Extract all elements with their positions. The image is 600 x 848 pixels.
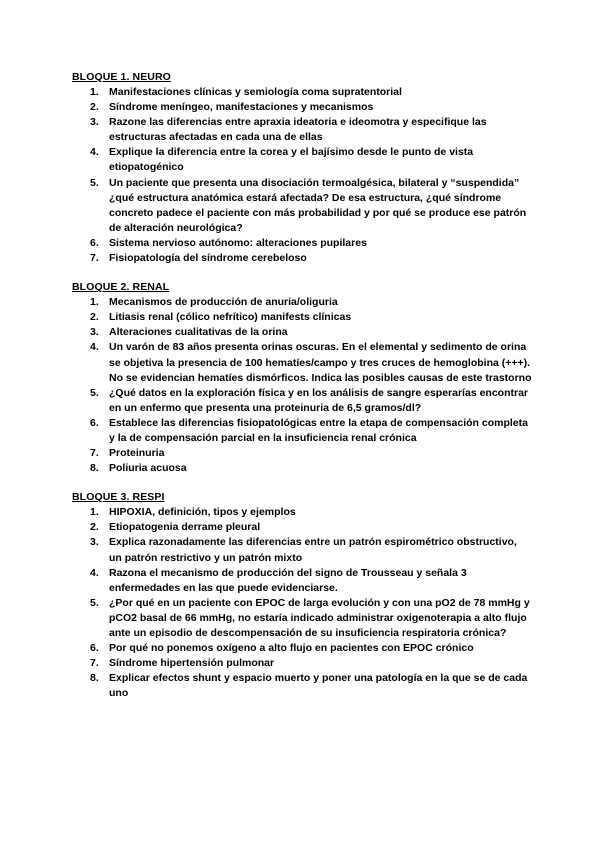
- item-number: 4.: [90, 566, 99, 579]
- item-number: 5.: [90, 386, 99, 399]
- list-item: [72, 535, 532, 565]
- section-title: BLOQUE 2. RENAL: [72, 281, 170, 294]
- item-number: 5.: [90, 176, 99, 189]
- list-item: [72, 145, 532, 175]
- item-text: Síndrome hipertensión pulmonar: [109, 657, 275, 670]
- item-number: 3.: [90, 116, 99, 129]
- list-item: [72, 641, 532, 656]
- item-number: 4.: [90, 146, 99, 159]
- item-text: ¿Por qué en un paciente con EPOC de larga evolución y con una pO2 de 78 mmHg y pCO2 basal de 66 mmHg, no estaría indicado administrar oxigenoterapia a alto flujo ante un episodio de descompensación de su insuficiencia respiratoria crónica?: [109, 596, 530, 639]
- item-number: 5.: [90, 596, 99, 609]
- item-number: 3.: [90, 326, 99, 339]
- list-item: [72, 325, 532, 340]
- item-number: 1.: [90, 86, 99, 98]
- item-number: 8.: [90, 462, 99, 475]
- question-list: [72, 295, 532, 476]
- item-number: 7.: [90, 657, 99, 670]
- item-text: Un varón de 83 años presenta orinas oscuras. En el elemental y sedimento de orina se objetiva la presencia de 100 hematíes/campo y tres cruces de hemoglobina (+++). No se evidencian hematíes dismórficos. Indica las posibles causas de este trastorno: [109, 341, 532, 384]
- item-text: Explique la diferencia entre la corea y el bajísimo desde le punto de vista etiopatogénico: [109, 146, 474, 174]
- item-text: Fisiopatología del síndrome cerebeloso: [109, 252, 307, 265]
- item-number: 2.: [90, 521, 99, 534]
- list-item: [72, 115, 532, 145]
- section-renal: [72, 280, 532, 476]
- list-item: [72, 85, 532, 100]
- item-number: 1.: [90, 506, 99, 519]
- item-number: 3.: [90, 536, 99, 549]
- item-text: ¿Qué datos en la exploración física y en los análisis de sangre esperarías encontrar en un enfermo que presenta una proteinuria de 6,5 gramos/dl?: [109, 386, 529, 414]
- item-number: 1.: [90, 296, 99, 309]
- item-text: Un paciente que presenta una disociación termoalgésica, bilateral y “suspendida” ¿qué estructura anatómica estará afectada? De esa estructura, ¿qué síndrome concreto padece el paciente con más probabilidad y por qué se produce ese patrón de alteración neurológica?: [109, 176, 527, 234]
- section-title: BLOQUE 1. NEURO: [72, 71, 171, 83]
- item-text: Razone las diferencias entre apraxia ideatoria e ideomotra y especifique las estructuras afectadas en cada una de ellas: [109, 116, 487, 144]
- section-neuro: [72, 70, 532, 266]
- list-item: [72, 251, 532, 266]
- item-text: Establece las diferencias fisiopatológicas entre la etapa de compensación completa y la de compensación parcial en la insuficiencia renal crónica: [109, 416, 528, 444]
- item-text: Proteinuria: [109, 447, 165, 460]
- list-item: [72, 671, 532, 701]
- list-item: [72, 461, 532, 476]
- list-item: [72, 100, 532, 115]
- document-content: [72, 70, 532, 715]
- item-number: 6.: [90, 642, 99, 655]
- item-text: Alteraciones cualitativas de la orina: [109, 326, 288, 339]
- list-item: [72, 310, 532, 325]
- item-number: 6.: [90, 236, 99, 249]
- list-item: [72, 520, 532, 535]
- item-number: 6.: [90, 416, 99, 429]
- list-item: [72, 566, 532, 596]
- item-text: Manifestaciones clínicas y semiología coma supratentorial: [109, 86, 402, 98]
- item-text: Por qué no ponemos oxígeno a alto flujo en pacientes con EPOC crónico: [109, 642, 474, 655]
- list-item: [72, 236, 532, 251]
- item-text: Razona el mecanismo de producción del signo de Trousseau y señala 3 enfermedades en las que puede evidenciarse.: [109, 566, 467, 594]
- list-item: [72, 446, 532, 461]
- list-item: [72, 295, 532, 310]
- item-number: 2.: [90, 101, 99, 114]
- item-text: Síndrome meníngeo, manifestaciones y mecanismos: [109, 101, 374, 114]
- list-item: [72, 340, 532, 385]
- item-text: Sistema nervioso autónomo: alteraciones pupilares: [109, 236, 367, 249]
- list-item: [72, 656, 532, 671]
- list-item: [72, 176, 532, 236]
- item-text: Poliuria acuosa: [109, 462, 187, 475]
- list-item: [72, 416, 532, 446]
- list-item: [72, 386, 532, 416]
- list-item: [72, 505, 532, 520]
- question-list: [72, 85, 532, 266]
- question-list: [72, 505, 532, 701]
- list-item: [72, 596, 532, 641]
- item-number: 4.: [90, 341, 99, 354]
- item-text: Explica razonadamente las diferencias entre un patrón espirométrico obstructivo, un patrón restrictivo y un patrón mixto: [109, 536, 517, 564]
- item-text: HIPOXIA, definición, tipos y ejemplos: [109, 506, 296, 519]
- section-respi: [72, 490, 532, 701]
- section-title: BLOQUE 3. RESPI: [72, 491, 165, 504]
- item-text: Explicar efectos shunt y espacio muerto y poner una patología en la que se de cada uno: [109, 672, 528, 700]
- item-number: 7.: [90, 252, 99, 265]
- item-number: 7.: [90, 447, 99, 460]
- item-text: Etiopatogenia derrame pleural: [109, 521, 261, 534]
- item-number: 8.: [90, 672, 99, 685]
- item-text: Litiasis renal (cólico nefrítico) manifests clínicas: [109, 311, 352, 324]
- item-number: 2.: [90, 311, 99, 324]
- item-text: Mecanismos de producción de anuria/oliguria: [109, 296, 338, 309]
